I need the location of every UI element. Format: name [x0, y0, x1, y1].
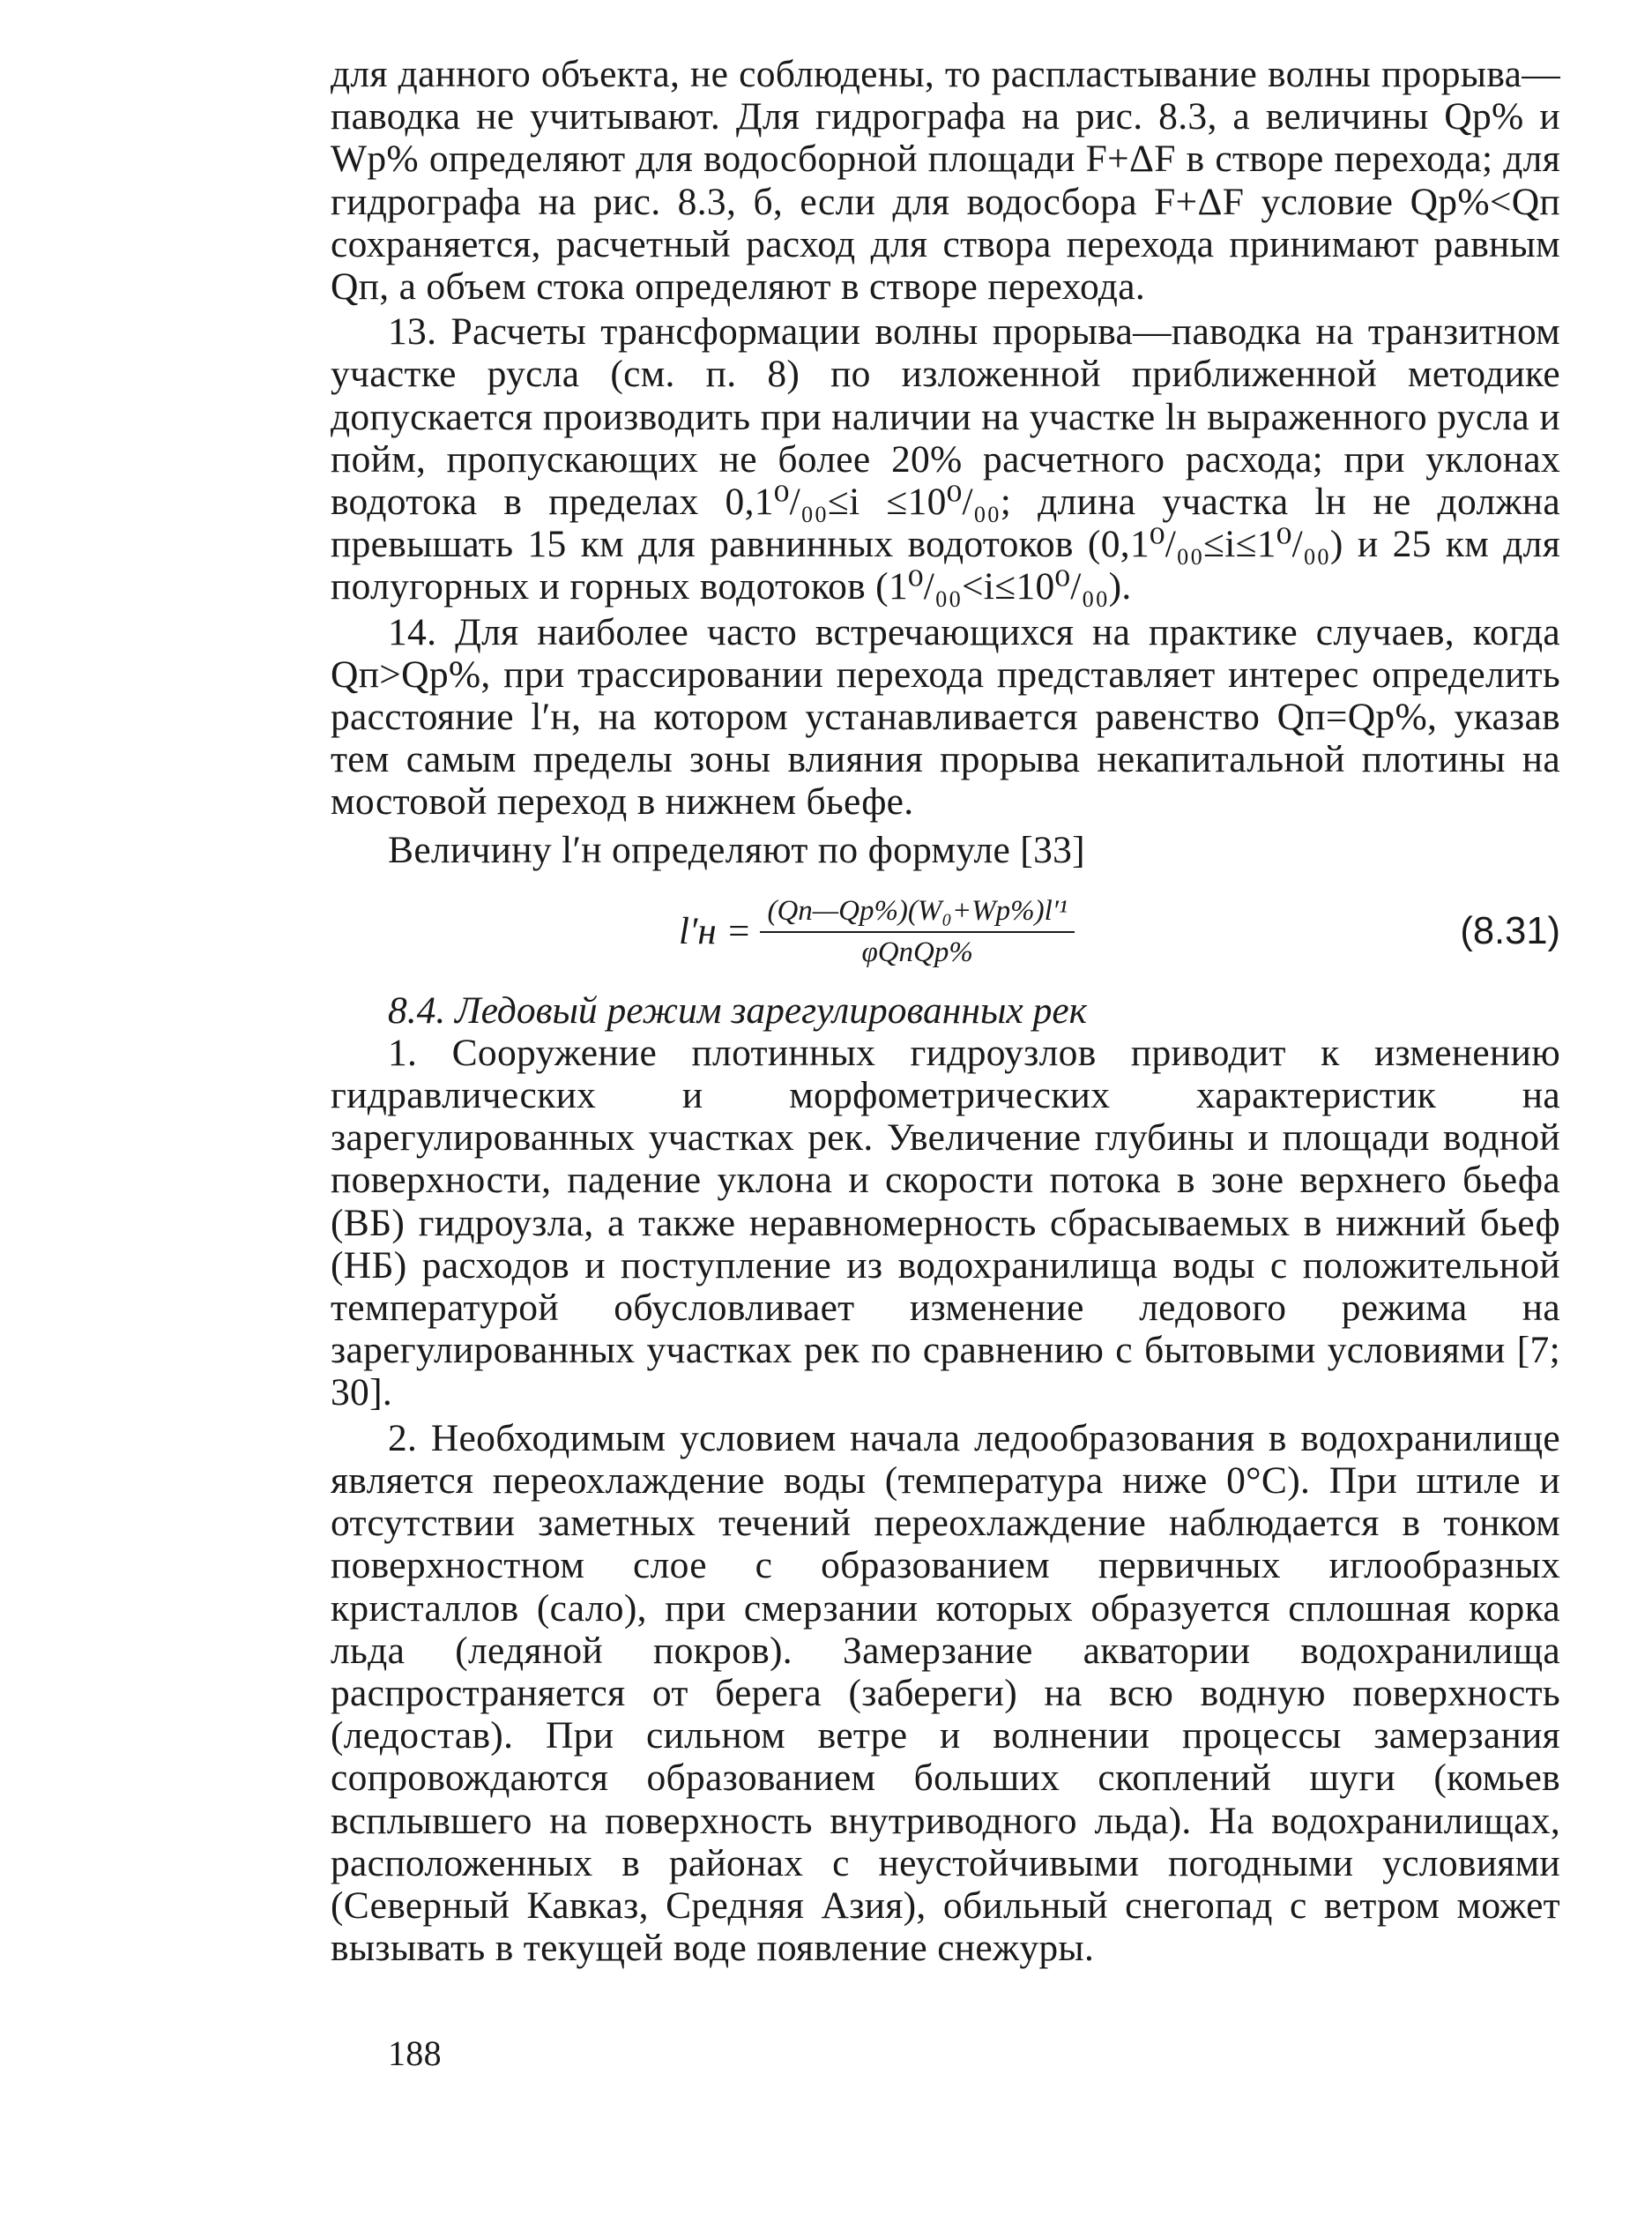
section-heading: 8.4. Ледовый режим зарегулированных рек: [388, 988, 1088, 1032]
formula-denominator: φQпQр%: [861, 936, 973, 968]
page-body: [331, 53, 1560, 1969]
paragraph-ice-1: 1. Сооружение плотинных гидроузлов приводит к изменению гидравлических и морфометрических характеристик на зарегулированных участках рек. Увеличение глубины и площади водной поверхности, падение уклона и скорости потока в зоне верхнего бьефа (ВБ) гидроузла, а также неравномерность сбрасываемых в нижний бьеф (НБ) расходов и поступление из водохранилища воды с положительной температурой обусловливает изменение ледового режима на зарегулированных участках рек по сравнению с бытовыми условиями [7; 30].: [331, 1031, 1560, 1414]
paragraph-item-13: 13. Расчеты трансформации волны прорыва—паводка на транзитном участке русла (см. п. 8) по изложенной приближенной методике допускается производить при наличии на участке lн выраженного русла и пойм, пропускающих не более 20% расчетного расхода; при уклонах водотока в пределах 0,1⁰/₀₀≤i ≤10⁰/₀₀; длина участка lн не должна превышать 15 км для равнинных водотоков (0,1⁰/₀₀≤i≤1⁰/₀₀) и 25 км для полугорных и горных водотоков (1⁰/₀₀<i≤10⁰/₀₀).: [331, 310, 1560, 608]
formula-lhs: l′н =: [679, 911, 752, 953]
formula-number: (8.31): [1460, 909, 1560, 952]
formula-8-31: [679, 884, 1075, 981]
formula-intro: Величину l′н определяют по формуле [33]: [388, 828, 1085, 871]
formula-block: [331, 884, 1560, 989]
paragraph-item-14: 14. Для наиболее часто встречающихся на практике случаев, когда Qп>Qр%, при трассировании перехода представляет интерес определить расстояние l′н, на котором устанавливается равенство Qп=Qр%, указав тем самым пределы зоны влияния прорыва некапитальной плотины на мостовой переход в нижнем бьефе.: [331, 610, 1560, 824]
formula-numerator: (Qп—Qр%)(W₀+Wр%)l′¹: [760, 895, 1074, 933]
paragraph-ice-2: 2. Необходимым условием начала ледообразования в водохранилище является переохлаждение воды (температура ниже 0°С). При штиле и отсутствии заметных течений переохлаждение наблюдается в тонком поверхностном слое с образованием первичных иглообразных кристаллов (сало), при смерзании которых образуется сплошная корка льда (ледяной покров). Замерзание акватории водохранилища распространяется от берега (забереги) на всю водную поверхность (ледостав). При сильном ветре и волнении процессы замерзания сопровождаются образованием больших скоплений шуги (комьев всплывшего на поверхность внутриводного льда). На водохранилищах, расположенных в районах с неустойчивыми погодными условиями (Северный Кавказ, Средняя Азия), обильный снегопад с ветром может вызывать в текущей воде появление снежуры.: [331, 1416, 1560, 1970]
page-number: 188: [388, 2033, 442, 2073]
paragraph-continuation: для данного объекта, не соблюдены, то распластывание волны прорыва—паводка не учитывают. Для гидрографа на рис. 8.3, а величины Qр% и Wр% определяют для водосборной площади F+ΔF в створе перехода; для гидрографа на рис. 8.3, б, если для водосбора F+ΔF условие Qр%<Qп сохраняется, расчетный расход для створа перехода принимают равным Qп, а объем стока определяют в створе перехода.: [331, 53, 1560, 309]
formula-fraction: [760, 895, 1074, 969]
